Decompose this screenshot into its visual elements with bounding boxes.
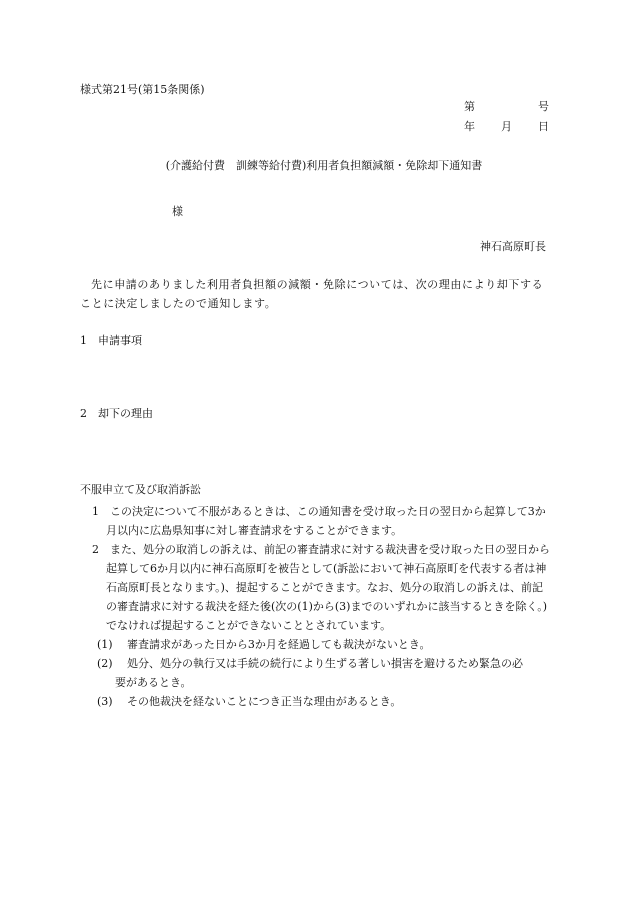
appeal-heading: 不服申立て及び取消訴訟 — [80, 483, 201, 496]
item-label: 却下の理由 — [98, 407, 153, 420]
number-suffix: 号 — [538, 100, 549, 113]
item-label: 申請事項 — [98, 334, 142, 347]
condition-2 — [97, 654, 547, 692]
condition-3 — [97, 692, 547, 711]
condition-1 — [97, 635, 547, 654]
condition-label: (2) — [97, 657, 113, 670]
condition-text: 処分、処分の執行又は手続の続行により生ずる著しい損害を避けるため緊急の必 — [127, 657, 523, 670]
date-year: 年 — [464, 120, 475, 133]
condition-text: その他裁決を経ないことにつき正当な理由があるとき。 — [127, 695, 402, 708]
appeal-paragraph-1 — [92, 502, 550, 540]
date-day: 日 — [538, 120, 549, 133]
paragraph-text: また、処分の取消しの訴えは、前記の審査請求に対する裁決書を受け取った日の翌日から起算して6か月以内に神石高原町を被告として(訴訟において神石高原町を代表する者は神石高原町長となります。)、提起することができます。なお、処分の取消しの訴えは、前記の審査請求に対する裁決を経た後(次の(1)から(3)までのいずれかに該当するときを除く。)でなければ提起することができないこととされています。 — [106, 543, 550, 632]
condition-text: 審査請求があった日から3か月を経過しても裁決がないとき。 — [127, 638, 431, 651]
issuer: 神石高原町長 — [480, 240, 546, 253]
form-label: 様式第21号(第15条関係) — [80, 83, 205, 96]
paragraph-text: この決定について不服があるときは、この通知書を受け取った日の翌日から起算して3か月以内に広島県知事に対し審査請求をすることができます。 — [106, 505, 546, 537]
item-application — [80, 335, 142, 346]
body-text: 先に申請のありました利用者負担額の減額・免除については、次の理由により却下することに決定しましたので通知します。 — [80, 278, 544, 310]
item-number: 2 — [80, 407, 87, 420]
paragraph-number: 2 — [92, 543, 99, 556]
item-rejection-reason — [80, 408, 153, 419]
addressee: 様 — [172, 205, 183, 218]
condition-label: (1) — [97, 638, 113, 651]
appeal-paragraph-2 — [92, 540, 550, 635]
condition-label: (3) — [97, 695, 113, 708]
date-month: 月 — [501, 120, 512, 133]
paragraph-number: 1 — [92, 505, 99, 518]
document-title: (介護給付費 訓練等給付費)利用者負担額減額・免除却下通知書 — [165, 159, 483, 172]
condition-text-continued: 要があるとき。 — [115, 676, 192, 689]
number-prefix: 第 — [464, 100, 475, 113]
item-number: 1 — [80, 334, 87, 347]
